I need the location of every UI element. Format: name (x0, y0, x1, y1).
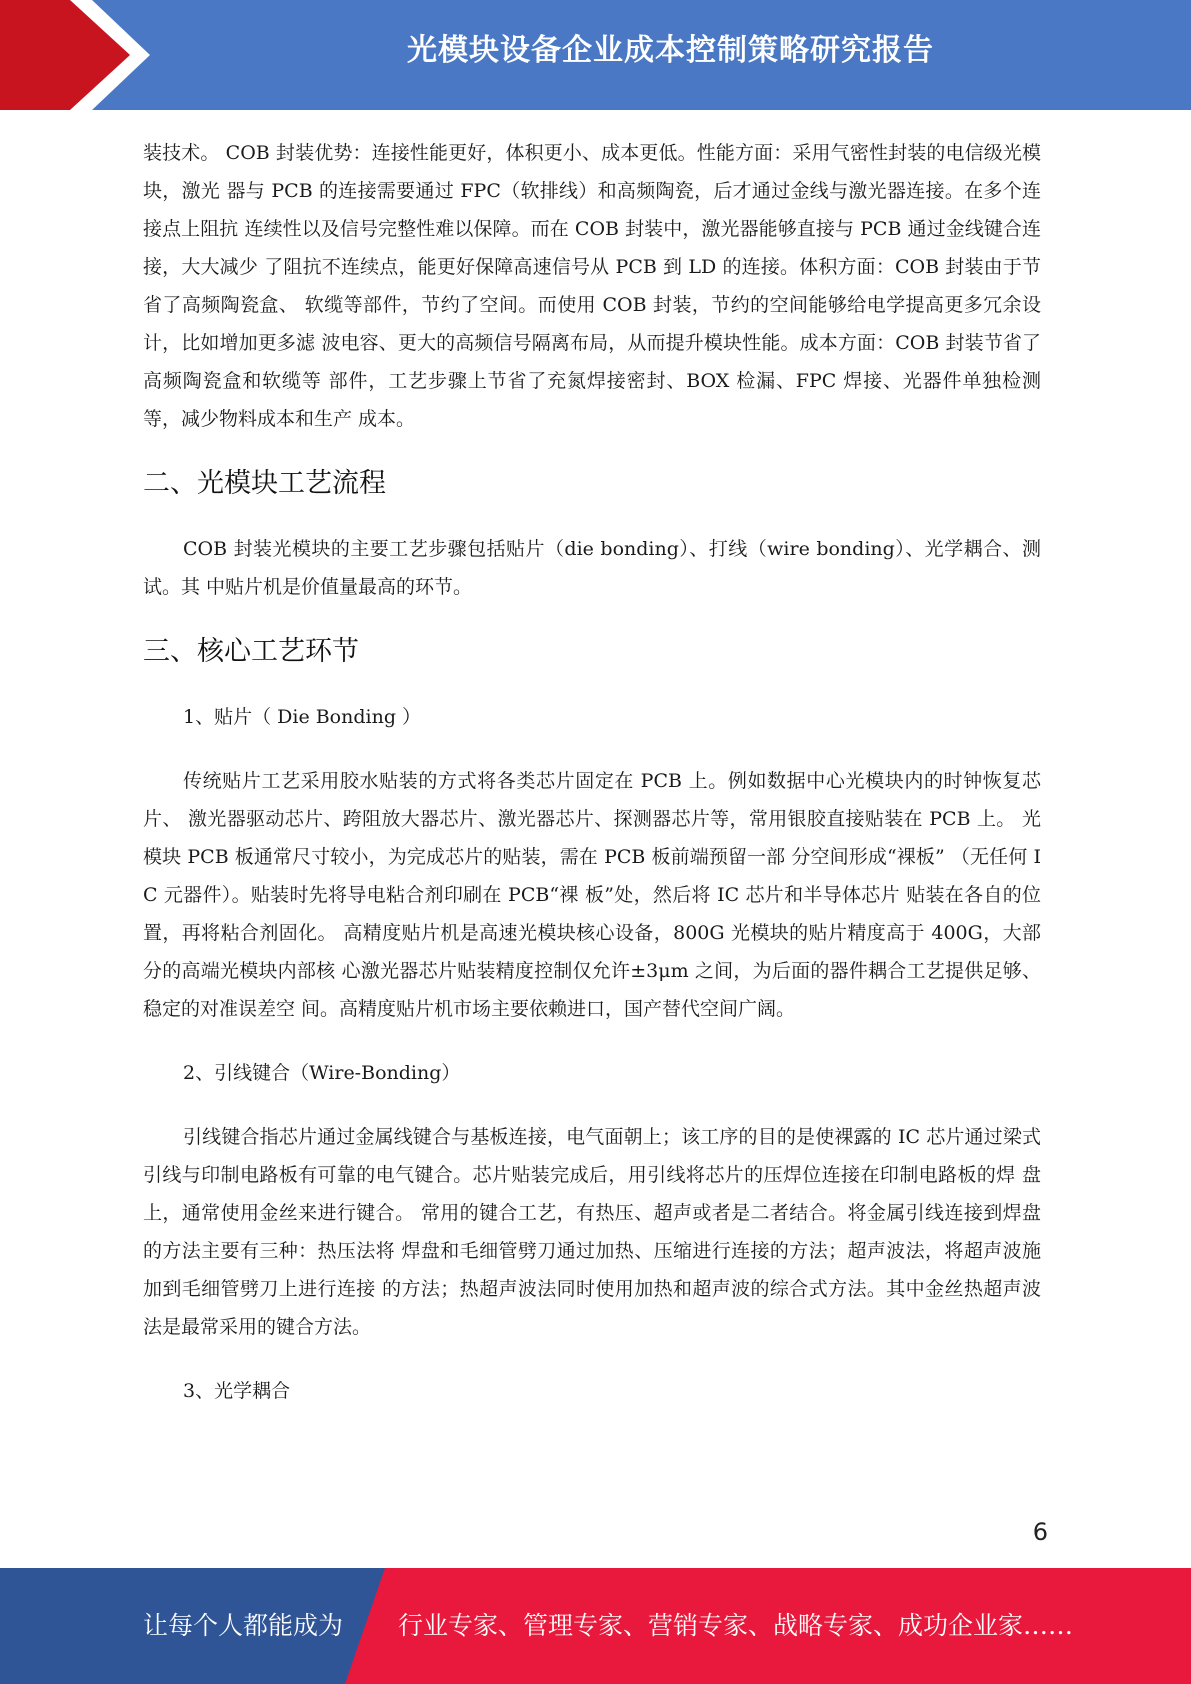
footer-slogan-left: 让每个人都能成为 (143, 1611, 344, 1640)
section-heading-core: 三、核心工艺环节 (143, 636, 359, 667)
subheading-wire-bonding: 2、引线键合（Wire-Bonding） (183, 1062, 461, 1084)
report-title: 光模块设备企业成本控制策略研究报告 (407, 33, 934, 68)
intro-paragraph: 装技术。 COB 封装优势：连接性能更好，体积更小、成本更低。性能方面：采用气密性封装的电信级光模块，激光 器与 PCB 的连接需要通过 FPC（软排线）和高频陶瓷，后才通过金线与激光器连接。在多个连接点上阻抗 连续性以及信号完整性难以保障。而在 COB 封装中，激光器能够直接与 PCB 通过金线键合连接，大大减少 了阻抗不连续点，能更好保障高速信号从 PCB 到 LD 的连接。体积方面：COB 封装由于节省了高频陶瓷盒、 软缆等部件，节约了空间。而使用 COB 封装，节约的空间能够给电学提高更多冗余设计，比如增加更多滤 波电容、更大的高频信号隔离布局，从而提升模块性能。成本方面：COB 封装节省了高频陶瓷盒和软缆等 部件，工艺步骤上节省了充氮焊接密封、BOX 检漏、FPC 焊接、光器件单独检测等，减少物料成本和生产 成本。 (143, 142, 1041, 430)
main-content (143, 134, 1041, 1410)
page-number: 6 (1032, 1518, 1048, 1546)
section-heading-process: 二、光模块工艺流程 (143, 468, 386, 499)
wire-bonding-paragraph: 引线键合指芯片通过金属线键合与基板连接，电气面朝上；该工序的目的是使裸露的 IC 芯片通过梁式 引线与印制电路板有可靠的电气键合。芯片贴装完成后，用引线将芯片的压焊位连接在印制电路板的焊 盘上，通常使用金丝来进行键合。 常用的键合工艺，有热压、超声或者是二者结合。将金属引线连接到焊盘的方法主要有三种：热压法将 焊盘和毛细管劈刀通过加热、压缩进行连接的方法；超声波法，将超声波施加到毛细管劈刀上进行连接 的方法；热超声波法同时使用加热和超声波的综合式方法。其中金丝热超声波法是最常采用的键合方法。 (143, 1126, 1041, 1338)
footer-slogan-right: 行业专家、管理专家、营销专家、战略专家、成功企业家…… (398, 1611, 1074, 1640)
section-process-paragraph: COB 封装光模块的主要工艺步骤包括贴片（die bonding）、打线（wire bonding）、光学耦合、测试。其 中贴片机是价值量最高的环节。 (143, 538, 1041, 598)
footer-banner (0, 1568, 1191, 1684)
subheading-optical-coupling: 3、光学耦合 (183, 1380, 291, 1402)
die-bonding-paragraph: 传统贴片工艺采用胶水贴装的方式将各类芯片固定在 PCB 上。例如数据中心光模块内的时钟恢复芯片、 激光器驱动芯片、跨阻放大器芯片、激光器芯片、探测器芯片等，常用银胶直接贴装在 PCB 上。 光模块 PCB 板通常尺寸较小，为完成芯片的贴装，需在 PCB 板前端预留一部 分空间形成“裸板” （无任何 IC 元器件）。贴装时先将导电粘合剂印刷在 PCB“裸 板”处，然后将 IC 芯片和半导体芯片 贴装在各自的位置，再将粘合剂固化。 高精度贴片机是高速光模块核心设备，800G 光模块的贴片精度高于 400G，大部分的高端光模块内部核 心激光器芯片贴装精度控制仅允许±3μm 之间，为后面的器件耦合工艺提供足够、稳定的对准误差空 间。高精度贴片机市场主要依赖进口，国产替代空间广阔。 (143, 770, 1041, 1020)
header-arrow-decoration (0, 0, 160, 110)
header-bar (0, 0, 1191, 110)
subheading-die-bonding: 1、贴片（ Die Bonding ） (183, 706, 422, 728)
